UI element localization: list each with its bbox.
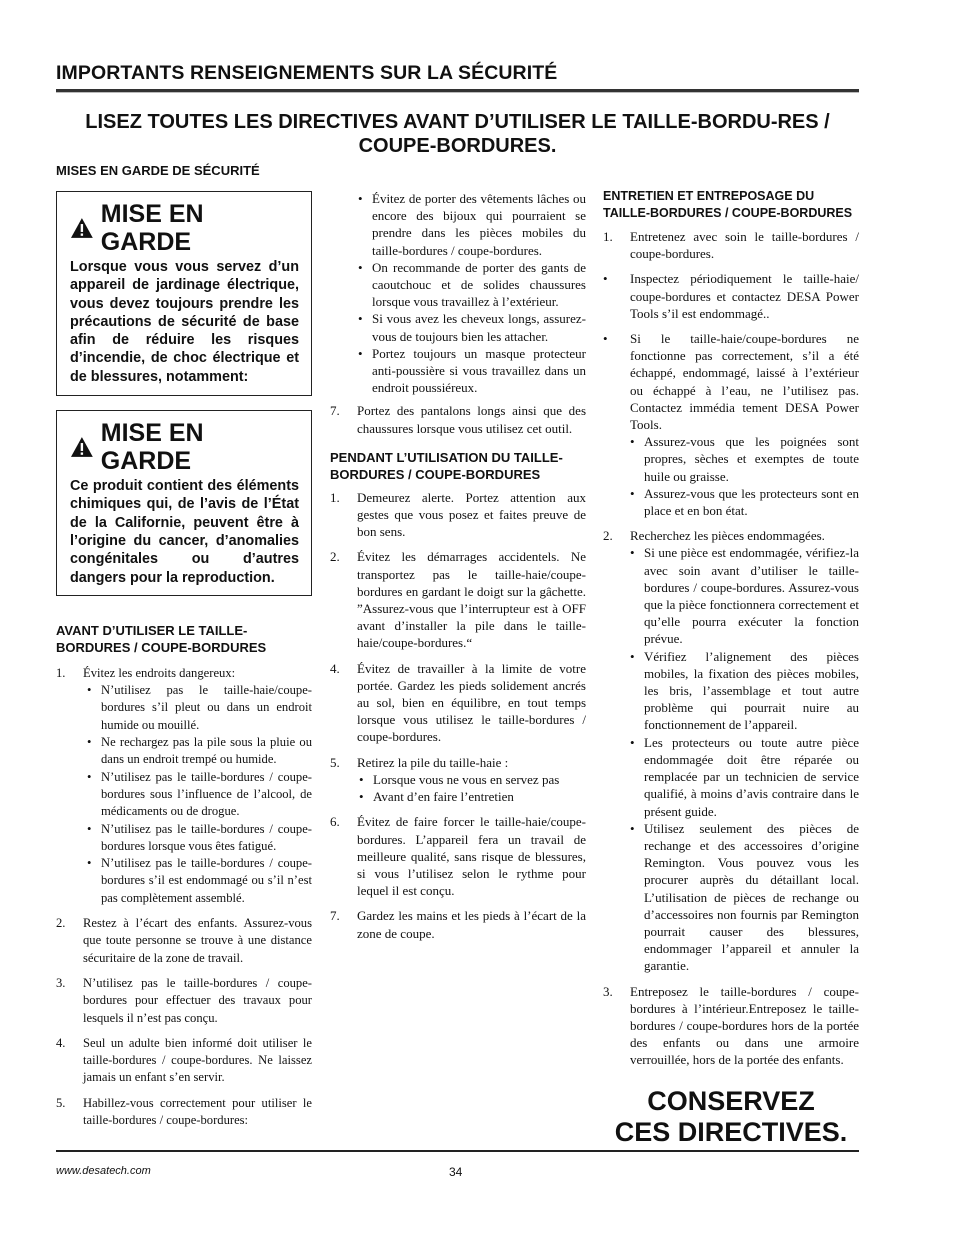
warning-box-1 bbox=[56, 191, 312, 396]
list-item: • Utilisez seulement des pièces de rechange et des accessoires d’origine Remington. Vous pouvez vous les procurer auprès du détaillant local. L’utilisation de pièces de rechange ou d’accessoires non fournis par Remington pourrait causer des blessures, endommager l’appareil et annuler la garantie. bbox=[630, 820, 859, 975]
sub-bullet-list bbox=[630, 544, 859, 974]
column-3 bbox=[603, 188, 859, 1077]
warning-triangle-icon bbox=[70, 217, 94, 239]
sub-bullet-list bbox=[359, 771, 586, 805]
list-item: • Portez toujours un masque protecteur anti-poussière si vous travaillez dans un endroit poussiéreux. bbox=[358, 345, 586, 397]
list-item: • Si vous avez les cheveux longs, assurez-vous de toujours bien les attacher. bbox=[358, 310, 586, 344]
clothing-bullet-list bbox=[330, 190, 586, 396]
list-item: • N’utilisez pas le taille-bordures / coupe-bordures s’il est endommagé ou s’il n’est pas complètement assemblé. bbox=[87, 855, 312, 907]
warning-text: Lorsque vous vous servez d’un appareil de jardinage électrique, vous devez toujours prendre les précautions de sécurité de base afin de réduire les risques d’incendie, de choc électrique et de blessures, notamment: bbox=[70, 259, 299, 385]
list-item: 6. Évitez de faire forcer le taille-haie/coupe-bordures. L’appareil fera un travail de meilleure qualité, sans risque de blessures, si vous l’utilisez selon le rythme pour lequel il est conçu. bbox=[330, 814, 586, 899]
list-item: 1. Demeurez alerte. Portez attention aux gestes que vous posez et faites preuve de bon sens. bbox=[330, 489, 586, 540]
warning-title-text: MISE EN GARDE bbox=[100, 200, 204, 256]
warning-triangle-icon bbox=[70, 436, 94, 458]
list-item: 7. Gardez les mains et les pieds à l’écart de la zone de coupe. bbox=[330, 908, 586, 941]
list-item: • Ne rechargez pas la pile sous la pluie ou dans un endroit trempé ou humide. bbox=[87, 734, 312, 769]
list-item: • Assurez-vous que les protecteurs sont en place et en bon état. bbox=[630, 485, 859, 519]
list-item: • Lorsque vous ne vous en servez pas bbox=[359, 771, 586, 788]
list-item: 2. Évitez les démarrages accidentels. Ne transportez pas le taille-haie/coupe-bordures en gardant le doigt sur la gâchette. ”Assurez-vous que l’interrupteur est à OFF avant d’installer la pile dans le taille-haie/coupe-bordures.“ bbox=[330, 549, 586, 651]
list-item: • On recommande de porter des gants de caoutchouc et de solides chaussures lorsque vous travaillez à l’extérieur. bbox=[358, 259, 586, 311]
keep-instructions-line-1: CONSERVEZ bbox=[647, 1086, 815, 1116]
list-item: • N’utilisez pas le taille-bordures / coupe-bordures sous l’influence de l’alcool, de médicaments ou de drogue. bbox=[87, 769, 312, 821]
column-2 bbox=[330, 190, 586, 950]
list-item: 3. Entreposez le taille-bordures / coupe-bordures à l’intérieur.Entreposez le taille-bordures / coupe-bordures hors de la portée des enfants ou dans une armoire verrouillée, hors de la portée des enfants. bbox=[603, 983, 859, 1068]
warning-title-text: MISE EN GARDE bbox=[100, 419, 204, 476]
main-title: LISEZ TOUTES LES DIRECTIVES AVANT D’UTILISER LE TAILLE-BORDU-RES / COUPE-BORDURES. bbox=[85, 111, 830, 157]
safety-warnings-heading: MISES EN GARDE DE SÉCURITÉ bbox=[56, 163, 260, 178]
list-item: • Les protecteurs ou toute autre pièce endommagée doit être réparée ou remplacée par un technicien de service qualifié, à moins d’avis contraire dans le présent guide. bbox=[630, 734, 859, 820]
page-number: 34 bbox=[449, 1165, 463, 1179]
before-use-heading: AVANT D’UTILISER LE TAILLE-BORDURES / COUPE-BORDURES bbox=[56, 622, 267, 655]
before-use-list bbox=[56, 665, 312, 1129]
list-item: • N’utilisez pas le taille-bordures / coupe-bordures lorsque vous êtes fatigué. bbox=[87, 821, 312, 856]
during-use-heading: PENDANT L’UTILISATION DU TAILLE-BORDURES / COUPE-BORDURES bbox=[330, 449, 563, 482]
list-item: • Évitez de porter des vêtements lâches ou encore des bijoux qui pourraient se prendre dans les pièces mobiles du taille-bordures / coupe-bordures. bbox=[358, 190, 586, 259]
warning-text: Ce produit contient des éléments chimiques qui, de l’avis de l’État de la Californie, peuvent être à l’origine du cancer, d’anomalies congénitales ou d’autres dangers pour la reproduction. bbox=[70, 478, 299, 586]
footer-url: www.desatech.com bbox=[56, 1165, 151, 1177]
clothing-list bbox=[330, 402, 586, 436]
keep-instructions-banner bbox=[603, 1086, 859, 1148]
maintenance-heading: ENTRETIEN ET ENTREPOSAGE DU TAILLE-BORDURES / COUPE-BORDURES bbox=[603, 189, 853, 220]
list-item: • N’utilisez pas le taille-haie/coupe-bordures s’il pleut ou dans un endroit humide ou mouillé. bbox=[87, 682, 312, 734]
list-item: • Assurez-vous que les poignées sont propres, sèches et exemptes de toute huile ou graisse. bbox=[630, 433, 859, 485]
list-item: 5. Habillez-vous correctement pour utiliser le taille-bordures / coupe-bordures: bbox=[56, 1095, 312, 1127]
warning-title bbox=[70, 200, 299, 256]
maintenance-list bbox=[603, 228, 859, 1069]
sub-bullet-list bbox=[630, 433, 859, 519]
list-item: 1. Évitez les endroits dangereux: • N’utilisez pas le taille-haie/coupe-bordures s’il pleut ou dans un endroit humide ou mouillé. • Ne rechargez pas la pile sous la pluie ou dans un endroit trempé ou humide. • N’utilisez pas le taille-bordures / coupe-bordures sous l’influence de l’alcool, de médicaments ou de drogue. • N’utilisez pas le taille-bordures / coupe-bordures lorsque vous êtes fatigué. • N’utilisez pas le taille-bordures / coupe-bordures s’il est endommagé ou s’il n’est pas complètement assemblé. bbox=[56, 665, 312, 907]
warning-box-2 bbox=[56, 410, 312, 596]
list-item: 3. N’utilisez pas le taille-bordures / coupe-bordures pour effectuer des travaux pour lesquels il n’est pas conçu. bbox=[56, 975, 312, 1025]
list-item: 7. Portez des pantalons longs ainsi que des chaussures lorsque vous utilisez cet outil. bbox=[330, 403, 586, 436]
list-item: • Inspectez périodiquement le taille-haie/ coupe-bordures et contactez DESA Power Tools s’il est endommagé.. bbox=[603, 271, 859, 321]
list-item: 4. Évitez de travailler à la limite de votre portée. Gardez les pieds solidement ancrés au sol, bien en équilibre, en tout temps lorsque vous utilisez le taille-bordures / coupe-bordures. bbox=[330, 660, 586, 745]
list-item: 2. Recherchez les pièces endommagées. • Si une pièce est endommagée, vérifiez-la avec soin avant d’utiliser le taille-bordures / coupe-bordures. Assurez-vous que la pièce fonctionnera correctement et qu’elle pourra exécuter la fonction prévue. • Vérifiez l’alignement des pièces mobiles, la fixation des pièces mobiles, les bris, l’assemblage et tout autre problème qui pourrait nuire au fonctionnement de l’appareil. • Les protecteurs ou toute autre pièce endommagée doit être réparée ou remplacée par un technicien de service qualifié, à moins d’avis contraire dans le présent guide. • Utilisez seulement des pièces de rechange et des accessoires d’origine Remington. Vous pouvez vous les procurer auprès du détaillant local. L’utilisation de pièces de rechange ou d’accessoires non fournis par Remington pourrait causer des blessures, endommager l’appareil et annuler la garantie. bbox=[603, 527, 859, 974]
warning-title bbox=[70, 419, 299, 475]
footer-rule bbox=[56, 1150, 859, 1152]
list-item: 2. Restez à l’écart des enfants. Assurez-vous que toute personne se trouve à une distance sécuritaire de la zone de travail. bbox=[56, 916, 312, 965]
list-item: • Avant d’en faire l’entretien bbox=[359, 788, 586, 805]
column-1 bbox=[56, 162, 312, 1137]
list-item: • Vérifiez l’alignement des pièces mobiles, la fixation des pièces mobiles, les bris, l’assemblage et tout autre problème qui pourrait nuire au fonctionnement de l’appareil. bbox=[630, 648, 859, 734]
during-use-list bbox=[330, 489, 586, 942]
list-item: • Si le taille-haie/coupe-bordures ne fonctionne pas correctement, s’il a été échappé, endommagé, laissé à l’extérieur ou échappé à l’eau, ne l’utilisez pas. Contactez immédia tement DESA Power Tools. • Assurez-vous que les poignées sont propres, sèches et exemptes de toute huile ou graisse. • Assurez-vous que les protecteurs sont en place et en bon état. bbox=[603, 330, 859, 519]
header-rule-shadow bbox=[56, 92, 859, 93]
section-header: IMPORTANTS RENSEIGNEMENTS SUR LA SÉCURITÉ bbox=[56, 62, 558, 84]
list-item: 1. Entretenez avec soin le taille-bordures / coupe-bordures. bbox=[603, 229, 859, 262]
list-item: 4. Seul un adulte bien informé doit utiliser le taille-bordures / coupe-bordures. Ne laissez jamais un enfant s’en servir. bbox=[56, 1035, 312, 1085]
keep-instructions-line-2: CES DIRECTIVES. bbox=[614, 1117, 848, 1147]
list-item: • Si une pièce est endommagée, vérifiez-la avec soin avant d’utiliser le taille-bordures / coupe-bordures. Assurez-vous que la pièce fonctionnera correctement et qu’elle pourra exécuter la fonction prévue. bbox=[630, 544, 859, 647]
list-item: 5. Retirez la pile du taille-haie : • Lorsque vous ne vous en servez pas • Avant d’en faire l’entretien bbox=[330, 754, 586, 806]
sub-bullet-list bbox=[87, 682, 312, 907]
